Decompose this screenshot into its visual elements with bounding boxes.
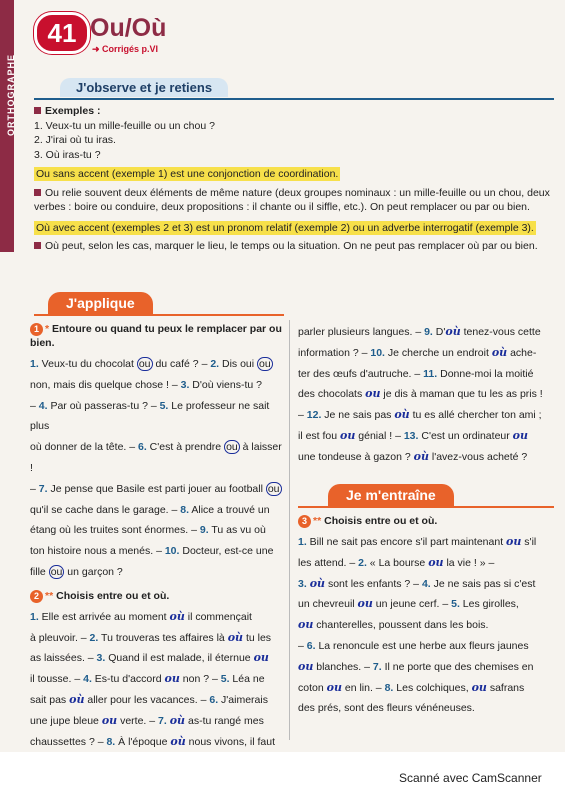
rule2-highlight: Où avec accent (exemples 2 et 3) est un pronom relatif (exemple 2) ou un adverbe interrogatif (exemple 3). xyxy=(36,221,534,234)
exercise-number-2: 2 xyxy=(30,590,43,603)
rule2-detail-row xyxy=(34,239,554,254)
rule1-detail: Ou relie souvent deux éléments de même nature (deux groupes nominaux : un mille-feuille ou un chou, deux verbes : boire ou conduire, deux propositions : il chante ou il siffle, etc.). On peut remplacer ou par ou bien. xyxy=(34,186,550,213)
exercise-3-instruction: Choisis entre ou et où. xyxy=(324,515,438,527)
exercise-number-1: 1 xyxy=(30,323,43,336)
rule1-detail-row xyxy=(34,186,554,215)
train-band xyxy=(298,506,554,508)
exercise-number-3: 3 xyxy=(298,515,311,528)
column-divider xyxy=(289,320,290,740)
bullet-square-icon xyxy=(34,189,41,196)
exercise-2-continued: parler plusieurs langues. – 9. D'où tenez-vous cette information ? – 10. Je cherche un endroit où ache- ter des œufs d'autruche. – 11. Donne-moi la moitié des chocolats ou je dis à maman que tu les as pris ! – 12. Je ne sais pas où tu es allé chercher ton ami ; il est fou ou génial ! – 13. C'est un ordinateur ou une tondeuse à gazon ? où l'avez-vous acheté ? xyxy=(298,325,543,463)
left-column xyxy=(30,322,285,752)
difficulty-stars-icon: ** xyxy=(313,515,322,527)
sidebar-label: ORTHOGRAPHE xyxy=(6,54,16,137)
sidebar-band xyxy=(0,0,14,252)
exercise-3-text: 1. Bill ne sait pas encore s'il part maintenant ou s'il les attend. – 2. « La bourse ou la vie ! » – 3. où sont les enfants ? – 4. Je ne sais pas si c'est un chevreuil ou un jeune cerf. – 5. Les girolles, ou chanterelles, poussent dans les bois. – 6. La renoncule est une herbe aux fleurs jaunes ou blanches. – 7. Il ne porte que des chemises en coton ou en lin. – 8. Les colchiques, ou safrans des prés, sont des fleurs vénéneuses. xyxy=(298,535,537,715)
train-heading: Je m'entraîne xyxy=(328,484,454,506)
example-3: 3. Où iras-tu ? xyxy=(34,148,101,161)
exercise-3-block xyxy=(298,514,556,719)
exercise-3-header xyxy=(298,514,556,528)
rule1-highlight: Ou sans accent (exemple 1) est une conjonction de coordination. xyxy=(36,168,339,180)
rule2-detail: Où peut, selon les cas, marquer le lieu, le temps ou la situation. On ne peut pas remplacer où par ou bien. xyxy=(45,240,538,252)
corrections-reference: ➜ Corrigés p.VI xyxy=(92,44,159,54)
examples-label: Exemples : xyxy=(45,105,101,117)
exercise-1-instruction: Entoure ou quand tu peux le remplacer par ou bien. xyxy=(30,323,282,349)
exercise-1-header xyxy=(30,322,285,350)
bullet-square-icon xyxy=(34,242,41,249)
bullet-square-icon xyxy=(34,107,41,114)
exercise-1-text: 1. Veux-tu du chocolat ou du café ? – 2. Dis oui ou non, mais dis quelque chose ! – 3. D'où viens-tu ? – 4. Par où passeras-tu ? – 5. Le professeur ne sait plus où donner de la tête. – 6. C'est à prendre ou à laisser ! – 7. Je pense que Basile est parti jouer au football ou qu'il se cache dans le garage. – 8. Alice a trouvé un étang où les truites sont énormes. – 9. Tu as vu où ton histoire nous a menés. – 10. Docteur, est-ce une fille ou un garçon ? xyxy=(30,358,282,578)
lesson-number: 41 xyxy=(34,12,90,54)
rule2-row xyxy=(34,221,554,236)
difficulty-stars-icon: ** xyxy=(45,589,54,602)
exercise-2-text: 1. Elle est arrivée au moment où il commençait à pleuvoir. – 2. Tu trouveras tes affaires là où tu les as laissées. – 3. Quand il est malade, il éternue ou il tousse. – 4. Es-tu d'accord ou non ? – 5. Léa ne sait pas où aller pour les vacances. – 6. J'aimerais une jupe bleue ou verte. – 7. où as-tu rangé mes chaussettes ? – 8. À l'époque où nous vivons, il faut xyxy=(30,609,276,748)
page-title: Ou/Où xyxy=(90,14,167,42)
exercise-2-instruction: Choisis entre ou et où. xyxy=(56,589,170,602)
right-column xyxy=(298,322,556,468)
observe-heading: J'observe et je retiens xyxy=(60,78,228,97)
observe-band xyxy=(34,98,554,100)
example-1: 1. Veux-tu un mille-feuille ou un chou ? xyxy=(34,119,215,132)
difficulty-star-icon: * xyxy=(45,323,50,335)
scanner-watermark: Scanné avec CamScanner xyxy=(399,771,542,785)
exercise-2-header xyxy=(30,589,285,603)
apply-band xyxy=(34,314,284,316)
apply-heading: J'applique xyxy=(48,292,153,314)
examples-label-row xyxy=(34,104,554,119)
example-2: 2. J'irai où tu iras. xyxy=(34,134,116,146)
rule1-row xyxy=(34,167,554,182)
observe-section xyxy=(34,104,554,254)
